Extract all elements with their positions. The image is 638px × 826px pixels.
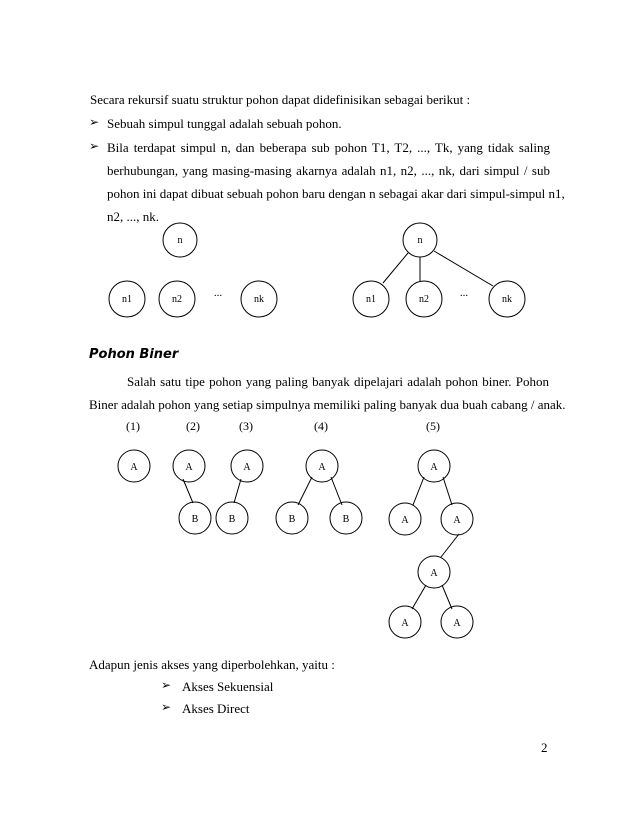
tree-label-5: (5) [426, 419, 440, 433]
edge-tree5-bottom-left [412, 585, 426, 609]
bullet-arrow-icon: ➢ [89, 115, 100, 129]
label-n2-right: n2 [419, 294, 429, 305]
label-tree5-bottom-right: A [453, 618, 461, 629]
page-number: 2 [541, 740, 548, 755]
label-tree3-a: A [243, 462, 251, 473]
label-root-left: n [177, 235, 183, 246]
label-tree5-right: A [453, 515, 461, 526]
edge-n-n1 [383, 253, 408, 283]
tree-label-3: (3) [239, 419, 253, 433]
access-item-1: Akses Sekuensial [182, 679, 274, 694]
intro-text: Secara rekursif suatu struktur pohon dapat didefinisikan sebagai berikut : [90, 92, 471, 107]
bullet-2-line-4: n2, ..., nk. [107, 209, 159, 224]
label-tree5-root: A [430, 462, 438, 473]
edge-tree5-left [413, 477, 424, 505]
bullet-2-line-2: berhubungan, yang masing-masing akarnya adalah n1, n2, ..., nk, dari simpul / sub [107, 163, 550, 178]
ellipsis-left: ... [213, 287, 223, 299]
tree-label-4: (4) [314, 419, 328, 433]
label-tree2-a: A [185, 462, 193, 473]
label-n1-right: n1 [366, 294, 376, 305]
tree-diagram-general [0, 220, 638, 330]
tree-label-1: (1) [126, 419, 140, 433]
label-nk-right: nk [502, 294, 512, 305]
paragraph-line-1: Salah satu tipe pohon yang paling banyak dipelajari adalah pohon biner. Pohon [127, 374, 549, 389]
label-n2-left: n2 [172, 294, 182, 305]
edge-tree4-right [331, 477, 342, 505]
label-nk-left: nk [254, 294, 264, 305]
edge-tree5-mid [441, 534, 459, 557]
label-n1-left: n1 [122, 294, 132, 305]
label-tree2-b: B [191, 514, 199, 525]
label-tree5-bottom-left: A [401, 618, 409, 629]
section-heading: Pohon Biner [89, 347, 179, 362]
label-tree4-b-left: B [288, 514, 296, 525]
label-root-right: n [417, 235, 423, 246]
edge-tree5-bottom-right [442, 585, 452, 609]
edge-tree3 [234, 479, 241, 503]
label-tree4-a: A [318, 462, 326, 473]
label-tree5-left: A [401, 515, 409, 526]
bullet-2-line-3: pohon ini dapat dibuat sebuah pohon baru dengan n sebagai akar dari simpul-simpul n1, [107, 186, 565, 201]
binary-tree-diagram [0, 415, 638, 640]
ellipsis-right: ... [459, 287, 469, 299]
access-item-2: Akses Direct [182, 701, 250, 716]
bullet-arrow-icon: ➢ [89, 139, 100, 153]
paragraph-line-2: Biner adalah pohon yang setiap simpulnya memiliki paling banyak dua buah cabang / anak. [89, 397, 566, 412]
bullet-2-line-1: Bila terdapat simpul n, dan beberapa sub pohon T1, T2, ..., Tk, yang tidak saling [107, 140, 550, 155]
edge-n-nk [434, 251, 493, 286]
label-tree3-b: B [228, 514, 236, 525]
label-tree4-b-right: B [342, 514, 350, 525]
tree-label-2: (2) [186, 419, 200, 433]
label-tree5-mid: A [430, 568, 438, 579]
edge-tree4-left [298, 477, 312, 505]
bullet-1-text: Sebuah simpul tunggal adalah sebuah pohon. [107, 116, 342, 131]
label-tree1-a: A [130, 462, 138, 473]
bullet-arrow-icon: ➢ [161, 678, 172, 692]
edge-tree5-right [443, 477, 452, 505]
bullet-arrow-icon: ➢ [161, 700, 172, 714]
edge-tree2 [183, 479, 193, 503]
access-intro-text: Adapun jenis akses yang diperbolehkan, yaitu : [89, 657, 335, 672]
